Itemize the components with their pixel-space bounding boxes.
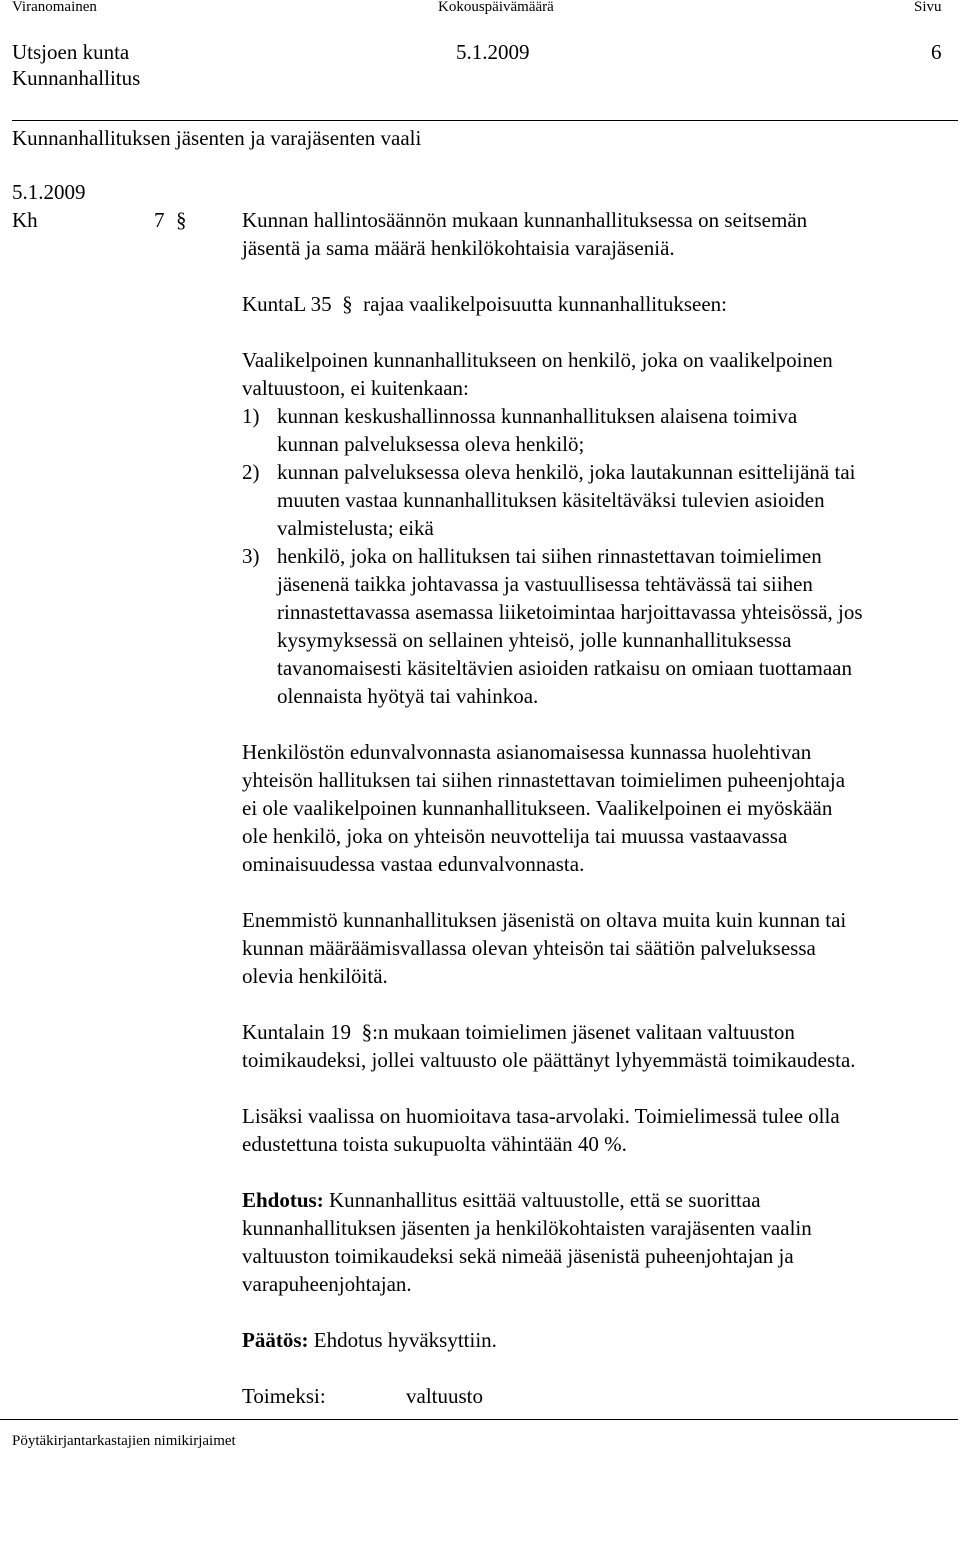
majority-line-3: olevia henkilöitä. [242,964,388,988]
majority-line-1: Enemmistö kunnanhallituksen jäsenistä on oltava muita kuin kunnan tai [242,908,847,932]
proposal-line-1: Ehdotus: Kunnanhallitus esittää valtuustolle, että se suorittaa [242,1188,761,1212]
section-symbol: § [176,208,187,232]
equality-line-2: edustettuna toista sukupuolta vähintään 40 %. [242,1132,627,1156]
section-org: Kh [12,208,38,232]
item-1-number: 1) [242,404,260,428]
item-3-number: 3) [242,544,260,568]
action-label: Toimeksi: [242,1384,326,1408]
item-2-line-1: kunnan palveluksessa oleva henkilö, joka lautakunnan esittelijänä tai [277,460,856,484]
action-value: valtuusto [406,1384,483,1408]
item-3-line-3: rinnastettavassa asemassa liiketoimintaa harjoittavassa yhteisössä, jos [277,600,863,624]
item-2-line-2: muuten vastaa kunnanhallituksen käsiteltäväksi tulevien asioiden [277,488,825,512]
majority-line-2: kunnan määräämisvallassa olevan yhteisön tai säätiön palveluksessa [242,936,816,960]
eligible-line-1: Vaalikelpoinen kunnanhallitukseen on henkilö, joka on vaalikelpoinen [242,348,833,372]
kuntalain-line-1: Kuntalain 19 §:n mukaan toimielimen jäsenet valitaan valtuuston [242,1020,795,1044]
section-title: Kunnanhallituksen jäsenten ja varajäsenten vaali [12,126,422,150]
header-date-label: Kokouspäivämäärä [438,0,554,15]
proposal-line-3: valtuuston toimikaudeksi sekä nimeää jäsenistä puheenjohtajan ja [242,1244,794,1268]
page-number: 6 [931,40,942,64]
header-authority-label: Viranomainen [12,0,97,15]
decision-line: Päätös: Ehdotus hyväksyttiin. [242,1328,497,1352]
kuntal-reference: KuntaL 35 § rajaa vaalikelpoisuutta kunnanhallitukseen: [242,292,728,316]
intro-line-1: Kunnan hallintosäännön mukaan kunnanhallituksessa on seitsemän [242,208,808,232]
staff-line-3: ei ole vaalikelpoinen kunnanhallitukseen. Vaalikelpoinen ei myöskään [242,796,833,820]
signatures-label: Pöytäkirjantarkastajien nimikirjaimet [12,1433,236,1449]
equality-line-1: Lisäksi vaalissa on huomioitava tasa-arvolaki. Toimielimessä tulee olla [242,1104,840,1128]
staff-line-4: ole henkilö, joka on yhteisön neuvottelija tai muussa vastaavassa [242,824,788,848]
item-3-line-4: kysymyksessä on sellainen yhteisö, jolle kunnanhallituksessa [277,628,792,652]
intro-line-2: jäsentä ja sama määrä henkilökohtaisia varajäseniä. [242,236,675,260]
proposal-label: Ehdotus: [242,1188,324,1212]
meeting-date: 5.1.2009 [456,40,530,64]
footer-divider [0,1419,958,1420]
decision-label: Päätös: [242,1328,309,1352]
body-name: Kunnanhallitus [12,66,141,90]
header-divider [12,120,958,121]
header-page-label: Sivu [914,0,942,15]
item-2-number: 2) [242,460,260,484]
section-date: 5.1.2009 [12,180,86,204]
staff-line-1: Henkilöstön edunvalvonnasta asianomaisessa kunnassa huolehtivan [242,740,812,764]
item-3-line-1: henkilö, joka on hallituksen tai siihen rinnastettavan toimielimen [277,544,822,568]
item-3-line-2: jäsenenä taikka johtavassa ja vastuullisessa tehtävässä tai siihen [277,572,813,596]
section-number: 7 [154,208,165,232]
eligible-line-2: valtuustoon, ei kuitenkaan: [242,376,469,400]
proposal-line-2: kunnanhallituksen jäsenten ja henkilökohtaisten varajäsenten vaalin [242,1216,812,1240]
item-3-line-6: olennaista hyötyä tai vahinkoa. [277,684,539,708]
staff-line-5: ominaisuudessa vastaa edunvalvonnasta. [242,852,585,876]
authority-name: Utsjoen kunta [12,40,130,64]
item-1-line-1: kunnan keskushallinnossa kunnanhallituksen alaisena toimiva [277,404,798,428]
item-3-line-5: tavanomaisesti käsiteltävien asioiden ratkaisu on omiaan tuottamaan [277,656,852,680]
kuntalain-line-2: toimikaudeksi, jollei valtuusto ole päättänyt lyhyemmästä toimikaudesta. [242,1048,856,1072]
proposal-line-4: varapuheenjohtajan. [242,1272,412,1296]
staff-line-2: yhteisön hallituksen tai siihen rinnastettavan toimielimen puheenjohtaja [242,768,846,792]
item-1-line-2: kunnan palveluksessa oleva henkilö; [277,432,585,456]
item-2-line-3: valmistelusta; eikä [277,516,434,540]
